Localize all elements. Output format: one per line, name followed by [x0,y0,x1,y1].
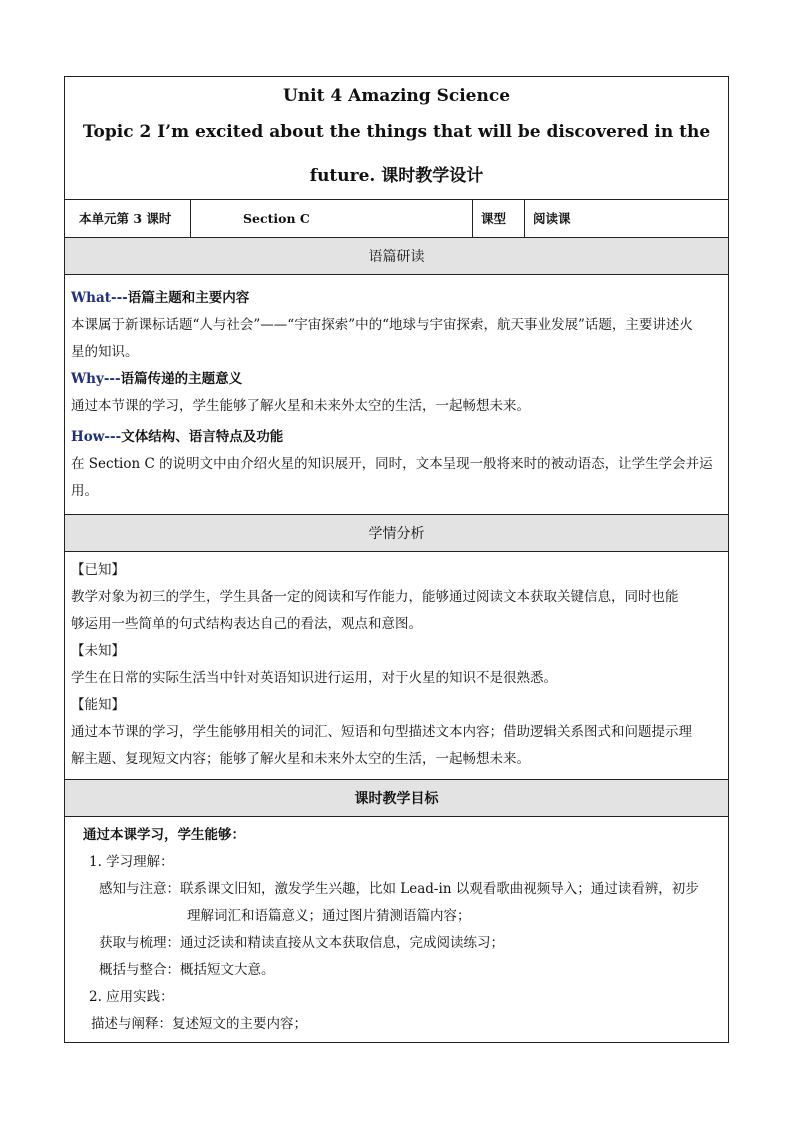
lesson-type-label: 课型 [473,200,525,238]
objectives-content [71,822,718,1038]
how-text-1: 在 Section C 的说明文中由介绍火星的知识展开，同时，文本呈现一般将来时的被动语态，让学生学会并运 [71,456,713,472]
lesson-number: 本单元第 3 课时 [65,200,191,238]
unknown-text: 学生在日常的实际生活当中针对英语知识进行运用，对于火星的知识不是很熟悉。 [71,670,557,686]
known-text-1: 教学对象为初三的学生，学生具备一定的阅读和写作能力，能够通过阅读文本获取关键信息，同时也能 [71,589,679,605]
info-row [65,199,728,238]
unit-title: Unit 4 Amazing Science [282,86,511,106]
objectives-intro: 通过本课学习，学生能够： [83,827,245,843]
section-name: Section C [191,200,473,238]
section-heading-objectives: 课时教学目标 [65,779,728,817]
text-study-content [71,285,718,505]
why-title: 语篇传递的主题意义 [120,371,243,387]
what-title: 语篇主题和主要内容 [127,290,250,306]
how-title: 文体结构、语言特点及功能 [121,429,284,445]
why-label: Why--- [71,371,121,387]
objective-item-1b: 获取与梳理：通过泛读和精读直接从文本获取信息，完成阅读练习； [99,935,504,951]
known-text-2: 够运用一些简单的句式结构表达自己的看法，观点和意图。 [71,616,422,632]
able-text-1: 通过本节课的学习，学生能够用相关的词汇、短语和句型描述文本内容；借助逻辑关系图式和问题提示理 [71,724,692,740]
topic-title-cont: future. 课时教学设计 [309,166,484,186]
what-label: What--- [71,290,128,306]
known-label: 【已知】 [71,562,125,578]
how-label: How--- [71,429,122,445]
objective-item-2: 2. 应用实践： [89,989,174,1005]
title-block [65,77,728,199]
able-text-2: 解主题、复现短文内容；能够了解火星和未来外太空的生活，一起畅想未来。 [71,751,530,767]
unknown-label: 【未知】 [71,643,125,659]
objective-item-1: 1. 学习理解： [89,854,174,870]
able-label: 【能知】 [71,697,125,713]
lesson-plan-table [64,76,729,1043]
what-text-1: 本课属于新课标话题“人与社会”——“宇宙探索”中的“地球与宇宙探索，航天事业发展”话题，主要讲述火 [71,317,693,333]
objective-item-2a: 描述与阐释：复述短文的主要内容； [91,1016,307,1032]
lesson-type-value: 阅读课 [533,211,571,226]
what-text-2: 星的知识。 [71,344,139,360]
why-text: 通过本节课的学习，学生能够了解火星和未来外太空的生活，一起畅想未来。 [71,398,530,414]
objective-item-1c: 概括与整合：概括短文大意。 [99,962,275,978]
objective-item-1a-line2: 理解词汇和语篇意义；通过图片猜测语篇内容； [187,908,471,924]
section-heading-text-study: 语篇研读 [65,237,728,275]
learner-analysis-content [71,557,718,773]
objective-item-1a-line1: 感知与注意：联系课文旧知，激发学生兴趣，比如 Lead-in 以观看歌曲视频导入；通过读看辨，初步 [99,881,699,897]
section-heading-learner-analysis: 学情分析 [65,514,728,552]
topic-title: Topic 2 I’m excited about the things that will be discovered in the [82,122,711,142]
how-text-2: 用。 [71,483,98,499]
